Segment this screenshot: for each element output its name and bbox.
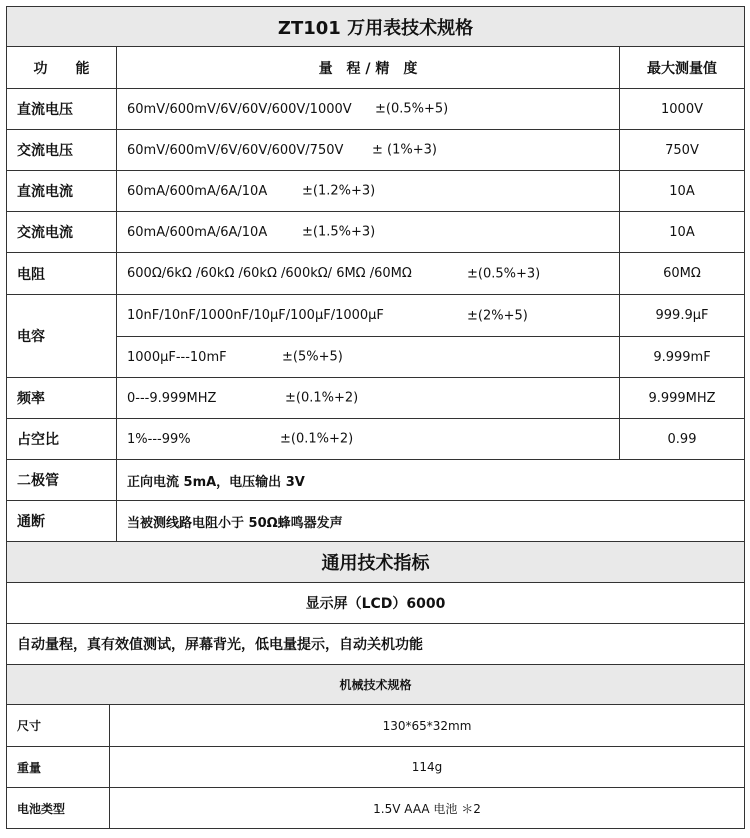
function-name: 直流电流 xyxy=(7,171,117,212)
row-continuity xyxy=(7,501,745,542)
range-value: 60mV/600mV/6V/60V/600V/750V xyxy=(127,142,344,158)
accuracy-value: ±(1.2%+3) xyxy=(302,183,376,199)
spec-sheet xyxy=(6,6,746,829)
row-capacitance-2 xyxy=(7,337,745,378)
accuracy-value: ±(0.1%+2) xyxy=(280,431,354,447)
accuracy-value: ±(0.5%+5) xyxy=(375,101,449,117)
function-name: 占空比 xyxy=(7,419,117,460)
row-dc-voltage xyxy=(7,89,745,130)
function-name: 电阻 xyxy=(7,253,117,295)
max-value: 9.999MHZ xyxy=(620,378,745,419)
features-row xyxy=(7,624,745,665)
accuracy-value: ±(5%+5) xyxy=(282,349,343,365)
sheet-title: ZT101 万用表技术规格 xyxy=(7,7,745,47)
function-name: 电容 xyxy=(7,295,117,378)
max-value: 1000V xyxy=(620,89,745,130)
range-value: 1000μF---10mF xyxy=(127,349,227,365)
mech-value: 130*65*32mm xyxy=(110,705,745,747)
max-value: 750V xyxy=(620,130,745,171)
continuity-description: 当被测线路电阻小于 50Ω蜂鸣器发声 xyxy=(117,501,745,542)
accuracy-value: ±(0.5%+3) xyxy=(467,266,541,281)
display-spec: 显示屏（LCD）6000 xyxy=(7,583,745,624)
row-resistance xyxy=(7,253,745,295)
accuracy-value: ±(1.5%+3) xyxy=(302,224,376,240)
max-value: 10A xyxy=(620,171,745,212)
accuracy-value: ±(2%+5) xyxy=(467,308,528,323)
accuracy-value: ± (1%+3) xyxy=(372,142,437,158)
spec-table xyxy=(6,6,745,665)
range-value: 60mA/600mA/6A/10A xyxy=(127,183,268,199)
title-row xyxy=(7,7,745,47)
range-cell xyxy=(117,89,620,130)
general-title: 通用技术指标 xyxy=(7,542,745,583)
diode-description: 正向电流 5mA，电压输出 3V xyxy=(117,460,745,501)
row-dc-current xyxy=(7,171,745,212)
mech-row-battery xyxy=(7,788,745,829)
range-value: 600Ω/6kΩ /60kΩ /60kΩ /600kΩ/ 6MΩ /60MΩ xyxy=(127,266,412,281)
mech-row-size xyxy=(7,705,745,747)
range-cell xyxy=(117,378,620,419)
function-name: 交流电流 xyxy=(7,212,117,253)
display-row xyxy=(7,583,745,624)
mechanical-table xyxy=(6,664,745,829)
features-spec: 自动量程，真有效值测试，屏幕背光，低电量提示，自动关机功能 xyxy=(7,624,745,665)
function-name: 频率 xyxy=(7,378,117,419)
row-diode xyxy=(7,460,745,501)
range-value: 0---9.999MHZ xyxy=(127,390,217,406)
mechanical-title-row xyxy=(7,665,745,705)
max-value: 0.99 xyxy=(620,419,745,460)
row-ac-current xyxy=(7,212,745,253)
function-name: 交流电压 xyxy=(7,130,117,171)
header-range: 量 程 / 精 度 xyxy=(117,47,620,89)
general-title-row xyxy=(7,542,745,583)
max-value: 999.9μF xyxy=(620,295,745,337)
range-cell xyxy=(117,295,620,337)
accuracy-value: ±(0.1%+2) xyxy=(285,390,359,406)
mech-value: 1.5V AAA 电池 ＊2 xyxy=(110,788,745,829)
function-name: 二极管 xyxy=(7,460,117,501)
header-function: 功 能 xyxy=(7,47,117,89)
range-cell xyxy=(117,419,620,460)
header-row xyxy=(7,47,745,89)
row-duty-cycle xyxy=(7,419,745,460)
mech-label: 尺寸 xyxy=(7,705,110,747)
range-value: 60mV/600mV/6V/60V/600V/1000V xyxy=(127,101,352,117)
range-value: 60mA/600mA/6A/10A xyxy=(127,224,268,240)
range-cell xyxy=(117,212,620,253)
range-value: 1%---99% xyxy=(127,431,191,447)
range-cell xyxy=(117,171,620,212)
range-value: 10nF/10nF/1000nF/10μF/100μF/1000μF xyxy=(127,308,384,323)
mech-row-weight xyxy=(7,747,745,788)
function-name: 通断 xyxy=(7,501,117,542)
mech-label: 电池类型 xyxy=(7,788,110,829)
range-cell xyxy=(117,130,620,171)
range-cell xyxy=(117,253,620,295)
row-ac-voltage xyxy=(7,130,745,171)
mechanical-title: 机械技术规格 xyxy=(7,665,745,705)
mech-label: 重量 xyxy=(7,747,110,788)
range-cell xyxy=(117,337,620,378)
function-name: 直流电压 xyxy=(7,89,117,130)
max-value: 60MΩ xyxy=(620,253,745,295)
header-max: 最大测量值 xyxy=(620,47,745,89)
max-value: 10A xyxy=(620,212,745,253)
row-frequency xyxy=(7,378,745,419)
mech-value: 114g xyxy=(110,747,745,788)
max-value: 9.999mF xyxy=(620,337,745,378)
row-capacitance-1 xyxy=(7,295,745,337)
